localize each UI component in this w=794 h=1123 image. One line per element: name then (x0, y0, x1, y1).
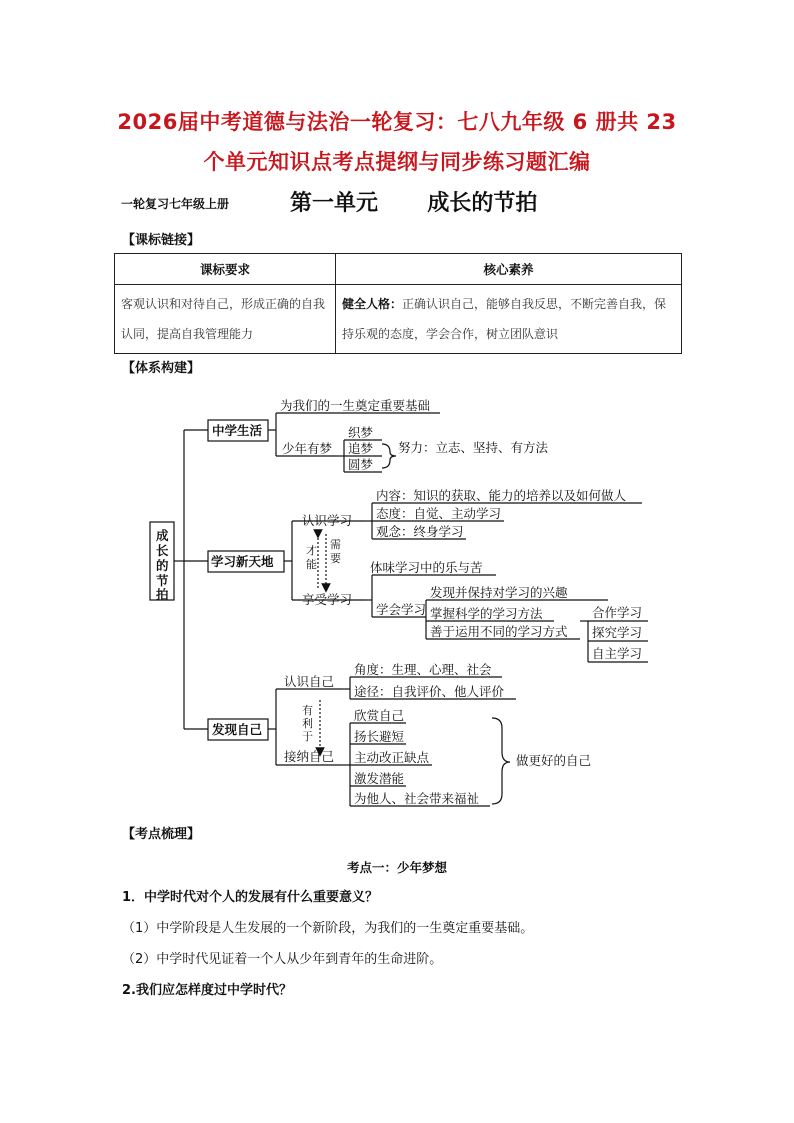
enjoy-learning: 享受学习 (302, 592, 353, 607)
dream-item-1: 织梦 (348, 425, 374, 440)
benefit-char-1: 有 (302, 704, 313, 717)
literacy-text: 正确认识自己，能够自我反思，不断完善自我，保持乐观的态度，学会合作，树立团队意识 (342, 297, 667, 341)
better-self: 做更好的自己 (516, 753, 592, 768)
dream-effort: 努力：立志、坚持、有方法 (398, 440, 549, 455)
standards-table (114, 253, 682, 354)
section-structure: 【体系构建】 (122, 361, 201, 376)
arrow-left-char-2: 能 (306, 558, 317, 571)
answer-1-2: （2）中学时代见证着一个人从少年到青年的生命进阶。 (122, 952, 443, 967)
topic-title: 考点一：少年梦想 (346, 860, 447, 875)
branch-school: 中学生活 (212, 423, 263, 438)
root-char-5: 拍 (156, 587, 169, 602)
method-scientific: 掌握科学的学习方法 (430, 606, 543, 621)
root-char-1: 成 (156, 528, 169, 543)
accept-strengths: 扬长避短 (354, 729, 405, 744)
document-title-line2: 个单元知识点考点提纲与同步练习题汇编 (203, 150, 591, 174)
unit-number: 第一单元 (290, 191, 379, 216)
learning-content: 内容：知识的获取、能力的培养以及如何做人 (376, 488, 627, 503)
answer-1-1: （1）中学阶段是人生发展的一个新阶段，为我们的一生奠定重要基础。 (122, 921, 534, 936)
arrow-left-char-1: 才 (306, 544, 317, 557)
branch-self: 发现自己 (212, 722, 263, 737)
accept-self: 接纳自己 (284, 749, 335, 764)
section-standards: 【课标链接】 (122, 233, 201, 248)
know-approach: 途径：自我评价、他人评价 (354, 684, 505, 699)
header-requirement: 课标要求 (115, 254, 336, 285)
section-points: 【考点梳理】 (122, 827, 201, 842)
header-literacy: 核心素养 (336, 254, 682, 285)
learning-joy: 体味学习中的乐与苦 (370, 560, 483, 575)
dream-item-2: 追梦 (348, 441, 374, 456)
document-title-line1: 2026届中考道德与法治一轮复习：七八九年级 6 册共 23 (117, 110, 677, 134)
accept-correct: 主动改正缺点 (354, 750, 430, 765)
mode-inquiry: 探究学习 (592, 625, 643, 640)
method-modes: 善于运用不同的学习方式 (430, 624, 568, 639)
accept-potential: 激发潜能 (354, 771, 405, 786)
arrow-right-char-1: 需 (330, 538, 341, 551)
school-foundation: 为我们的一生奠定重要基础 (280, 398, 431, 413)
question-1: 1．中学时代对个人的发展有什么重要意义？ (122, 890, 379, 905)
mind-map (130, 392, 660, 812)
requirement-cell: 客观认识和对待自己，形成正确的自我认同，提高自我管理能力 (115, 285, 336, 354)
benefit-char-2: 利 (302, 717, 313, 730)
accept-contribute: 为他人、社会带来福祉 (354, 791, 480, 806)
unit-title (290, 186, 537, 217)
accept-appreciate: 欣赏自己 (354, 708, 405, 723)
root-char-2: 长 (156, 543, 169, 558)
know-self: 认识自己 (284, 674, 335, 689)
dream-item-3: 圆梦 (348, 457, 374, 472)
know-angle: 角度：生理、心理、社会 (354, 662, 492, 677)
learning-concept: 观念：终身学习 (376, 524, 464, 539)
mode-autonomous: 自主学习 (592, 646, 643, 661)
literacy-cell (336, 285, 682, 354)
unit-name: 成长的节拍 (427, 191, 538, 216)
root-char-3: 的 (156, 558, 169, 573)
know-learning: 认识学习 (302, 513, 353, 528)
arrow-right-char-2: 要 (330, 552, 341, 565)
branch-learning: 学习新天地 (211, 554, 274, 569)
learning-attitude: 态度：自觉、主动学习 (376, 506, 502, 521)
literacy-label: 健全人格： (342, 297, 403, 311)
benefit-char-3: 于 (302, 730, 313, 743)
question-2: 2.我们应怎样度过中学时代？ (122, 983, 292, 998)
mode-cooperative: 合作学习 (592, 605, 643, 620)
book-label: 一轮复习七年级上册 (121, 197, 230, 211)
school-dream: 少年有梦 (282, 441, 333, 456)
method-interest: 发现并保持对学习的兴趣 (430, 585, 568, 600)
root-char-4: 节 (156, 573, 169, 588)
learn-to-learn: 学会学习 (376, 602, 427, 617)
